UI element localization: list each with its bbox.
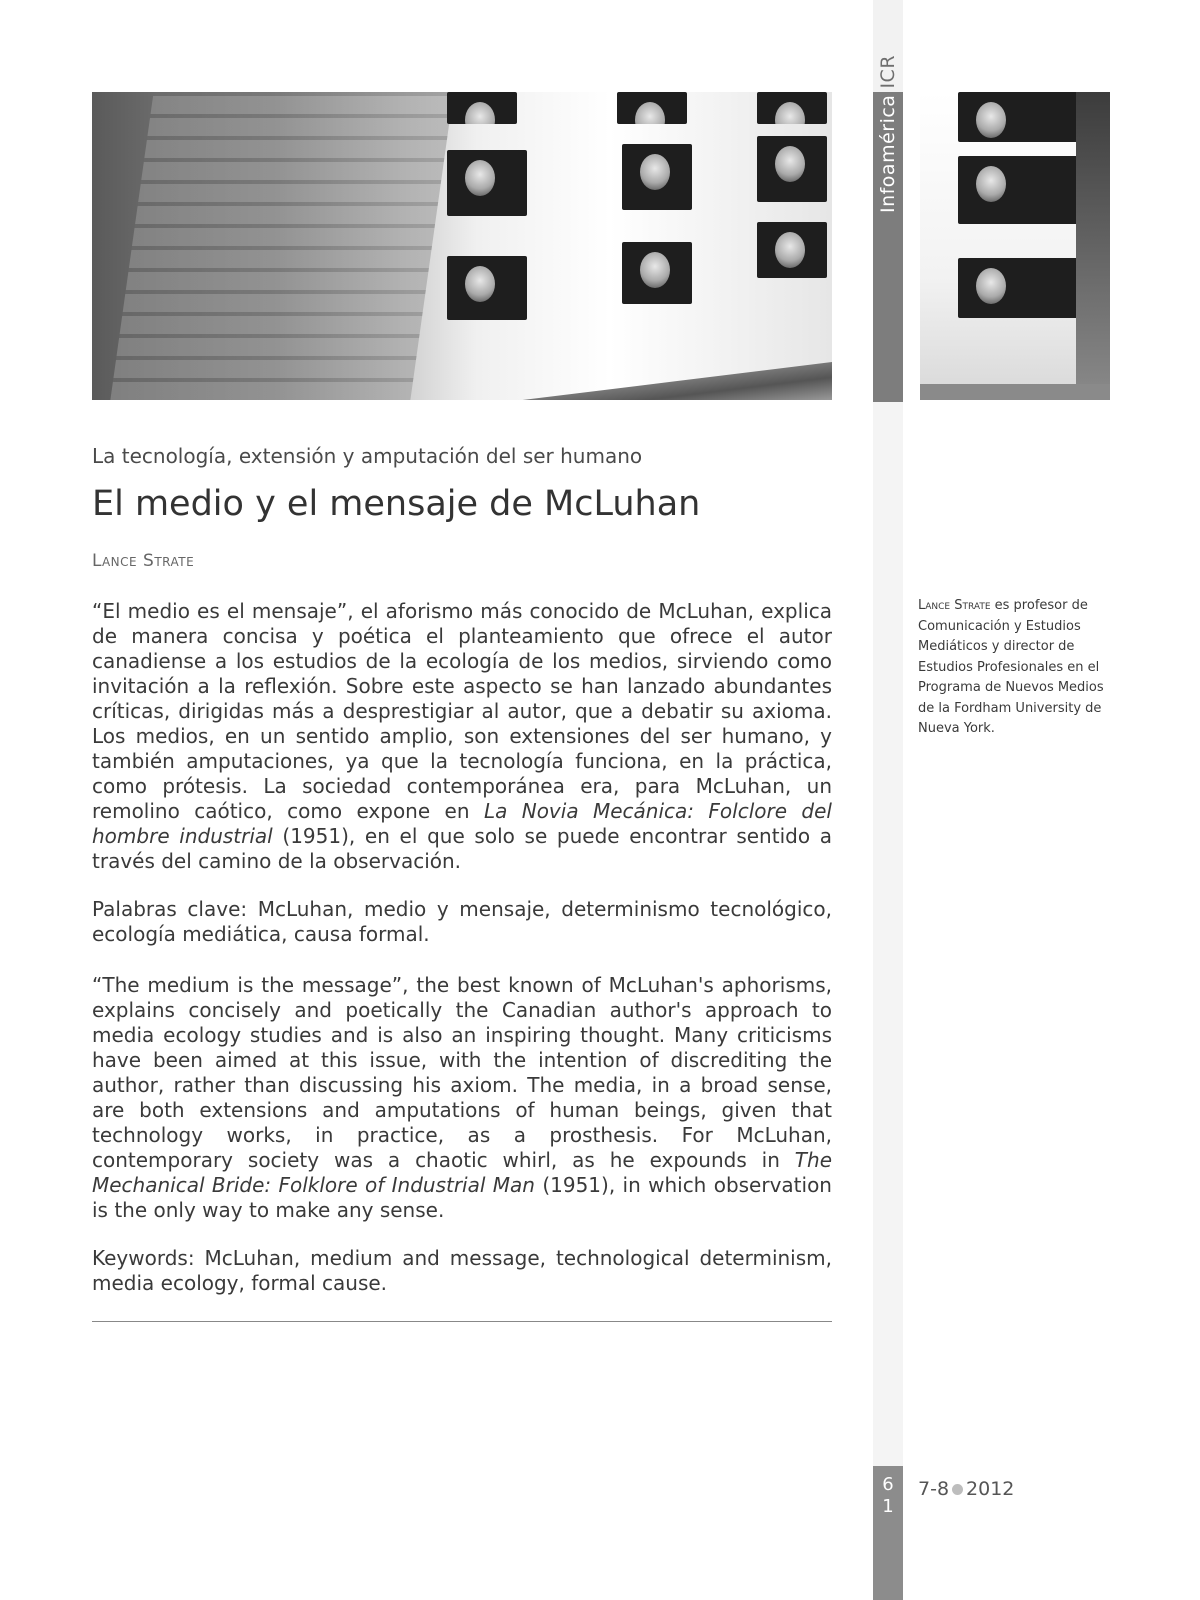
abstract-english: “The medium is the message”, the best known of McLuhan's aphorisms, explains concisely and poetically the Canadian author's approach to media ecology studies and is also an inspiring thought. Many criticisms have been aimed at this issue, with the intention of discrediting the author, rather than discussing his axiom. The media, in a broad sense, are both extensions and amputations of human beings, given that technology works, in practice, as a prosthesis. For McLuhan, contemporary society was a chaotic whirl, as he expounds in The Mechanical Bride: Folklore of Industrial Man (1951), in which observation is the only way to make any sense. [92,973,832,1222]
side-photo-edge [1076,92,1110,400]
portrait-thumbnail [757,92,827,124]
issue-year: 2012 [966,1478,1015,1500]
author-bio [918,596,1108,740]
portrait-thumbnail [622,144,692,210]
bio-author-name: Lance Strate [918,598,991,613]
portrait-thumbnail [447,92,517,124]
portrait-thumbnail [617,92,687,124]
article-author: Lance Strate [92,551,195,571]
book-title-es: La Novia Mecánica: Folclore del hombre industrial [92,799,832,848]
abstract-spanish: “El medio es el mensaje”, el aforismo más conocido de McLuhan, explica de manera concisa y poética el planteamiento que ofrece el autor canadiense a los estudios de la ecología de los medios, sirviendo como invitación a la reflexión. Sobre este aspecto se han lanzado abundantes críticas, dirigidas más a desprestigiar al autor, que a debatir su axioma. Los medios, en un sentido amplio, son extensiones del ser humano, y también amputaciones, ya que la tecnología funciona, en la práctica, como prótesis. La sociedad contemporánea era, para McLuhan, un remolino caótico, como expone en La Novia Mecánica: Folclore del hombre industrial (1951), en el que solo se puede encontrar sentido a través del camino de la observación. [92,599,832,873]
section-divider [92,1321,832,1322]
keywords-spanish: Palabras clave: McLuhan, medio y mensaje, determinismo tecnológico, ecología mediática, causa formal. [92,897,832,946]
journal-name-vertical [874,44,902,224]
journal-name: Infoamérica [877,94,899,214]
book-title-en: The Mechanical Bride: Folklore of Industrial Man [92,1148,832,1197]
bio-text: es profesor de Comunicación y Estudios Mediáticos y director de Estudios Profesionales en el Programa de Nuevos Medios de la Fordham University de Nueva York. [918,598,1104,736]
issue-date [918,1478,1014,1500]
portrait-thumbnail [447,150,527,216]
keywords-english: Keywords: McLuhan, medium and message, technological determinism, media ecology, formal cause. [92,1246,832,1295]
separator-dot-icon [952,1484,963,1495]
portrait-thumbnail [447,256,527,320]
issue-number: 7-8 [918,1478,950,1500]
side-photo-bar [920,384,1110,400]
portrait-thumbnail [757,136,827,202]
article-subtitle: La tecnología, extensión y amputación del ser humano [92,444,643,468]
page-number: 6 1 [882,1474,894,1517]
side-photo [920,92,1110,400]
portrait-thumbnail [958,92,1078,142]
article-title: El medio y el mensaje de McLuhan [92,484,701,524]
printed-sheets-image [110,92,453,400]
portrait-thumbnail [958,156,1078,224]
journal-abbr: ICR [877,54,899,89]
hero-photo-montage [92,92,832,400]
portrait-thumbnail [757,222,827,278]
portrait-thumbnail [958,258,1078,318]
side-band-middle [873,402,903,1466]
portrait-thumbnail [622,242,692,304]
